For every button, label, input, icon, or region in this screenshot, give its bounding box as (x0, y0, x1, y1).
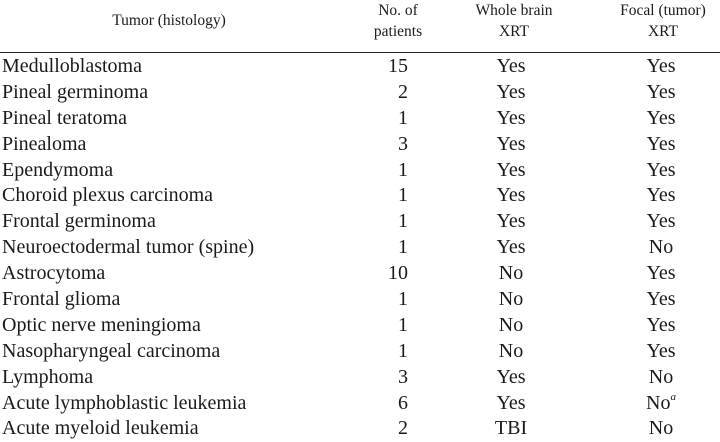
cell-focal: Yes (646, 313, 676, 336)
cell-whole-brain: Yes (496, 210, 526, 233)
cell-whole-brain: Yes (496, 365, 526, 388)
cell-whole-brain: No (498, 339, 524, 362)
cell-focal: Yes (646, 80, 676, 103)
cell-tumor: Pineal teratoma (2, 106, 127, 129)
table-row (0, 339, 720, 365)
header-patients (348, 0, 448, 42)
table-row (0, 313, 720, 339)
table-row (0, 287, 720, 313)
cell-focal: No (648, 417, 674, 440)
cell-whole-brain: Yes (496, 55, 526, 77)
cell-patients: 3 (398, 132, 408, 155)
table-row (0, 54, 720, 80)
cell-focal: Yes (646, 339, 676, 362)
table-row (0, 209, 720, 235)
cell-tumor: Neuroectodermal tumor (spine) (2, 236, 255, 259)
cell-whole-brain: Yes (496, 132, 526, 155)
footnote-marker: a (670, 390, 676, 403)
cell-patients: 6 (398, 391, 408, 414)
cell-patients: 3 (398, 365, 408, 388)
header-whole-line2: XRT (498, 23, 530, 40)
cell-whole-brain: No (498, 288, 524, 311)
cell-tumor: Medulloblastoma (2, 55, 142, 77)
cell-tumor: Frontal germinoma (2, 210, 156, 233)
header-focal-line2: XRT (647, 23, 679, 40)
table-row (0, 106, 720, 132)
header-rule (0, 52, 720, 53)
header-focal (588, 0, 720, 42)
table-row (0, 158, 720, 184)
cell-tumor: Frontal glioma (2, 288, 121, 311)
cell-tumor: Optic nerve meningioma (2, 313, 201, 336)
cell-tumor: Ependymoma (2, 158, 114, 181)
cell-whole-brain: Yes (496, 184, 526, 207)
cell-patients: 1 (398, 236, 408, 259)
cell-patients: 15 (388, 55, 408, 77)
cell-patients: 1 (398, 158, 408, 181)
cell-patients: 2 (398, 80, 408, 103)
header-whole-line1: Whole brain (475, 2, 553, 19)
header-patients-line2: patients (373, 23, 423, 40)
table-row (0, 391, 720, 417)
cell-whole-brain: TBI (494, 417, 528, 440)
cell-tumor: Acute myeloid leukemia (2, 417, 199, 440)
cell-focal: Yes (646, 132, 676, 155)
cell-patients: 1 (398, 210, 408, 233)
table-row (0, 80, 720, 106)
cell-patients: 1 (398, 339, 408, 362)
cell-focal: Yes (646, 55, 676, 77)
header-focal-line1: Focal (tumor) (620, 2, 706, 19)
cell-focal: No (648, 365, 674, 388)
cell-tumor: Choroid plexus carcinoma (2, 184, 214, 207)
cell-focal: Yes (646, 158, 676, 181)
cell-whole-brain: Yes (496, 80, 526, 103)
header-tumor (0, 10, 338, 31)
cell-focal: Yes (646, 262, 676, 285)
cell-patients: 2 (398, 417, 408, 440)
table-body (0, 54, 720, 442)
cell-focal: Yes (646, 184, 676, 207)
header-tumor-label: Tumor (histology) (112, 12, 226, 29)
table-row (0, 132, 720, 158)
cell-focal-value: No (646, 391, 671, 414)
cell-whole-brain: No (498, 313, 524, 336)
table-row (0, 365, 720, 391)
cell-patients: 1 (398, 288, 408, 311)
cell-patients: 1 (398, 184, 408, 207)
table-row (0, 235, 720, 261)
cell-whole-brain: Yes (496, 391, 526, 414)
table-row (0, 416, 720, 442)
cell-focal: No (648, 236, 674, 259)
cell-tumor: Astrocytoma (2, 262, 106, 285)
cell-whole-brain: No (498, 262, 524, 285)
table-row (0, 261, 720, 287)
cell-whole-brain: Yes (496, 106, 526, 129)
cell-focal: Yes (646, 106, 676, 129)
cell-tumor: Lymphoma (2, 365, 94, 388)
cell-patients: 10 (388, 262, 408, 285)
cell-tumor: Pinealoma (2, 132, 87, 155)
cell-tumor: Acute lymphoblastic leukemia (2, 391, 247, 414)
cell-focal: Yes (646, 288, 676, 311)
cell-whole-brain: Yes (496, 236, 526, 259)
table-header (0, 0, 720, 52)
header-whole-brain (452, 0, 576, 42)
header-patients-line1: No. of (378, 2, 418, 19)
cell-focal (622, 391, 700, 417)
cell-patients: 1 (398, 106, 408, 129)
cell-tumor: Pineal germinoma (2, 80, 149, 103)
cell-focal: Yes (646, 210, 676, 233)
cell-patients: 1 (398, 313, 408, 336)
cell-whole-brain: Yes (496, 158, 526, 181)
table-row (0, 183, 720, 209)
cell-tumor: Nasopharyngeal carcinoma (2, 339, 221, 362)
